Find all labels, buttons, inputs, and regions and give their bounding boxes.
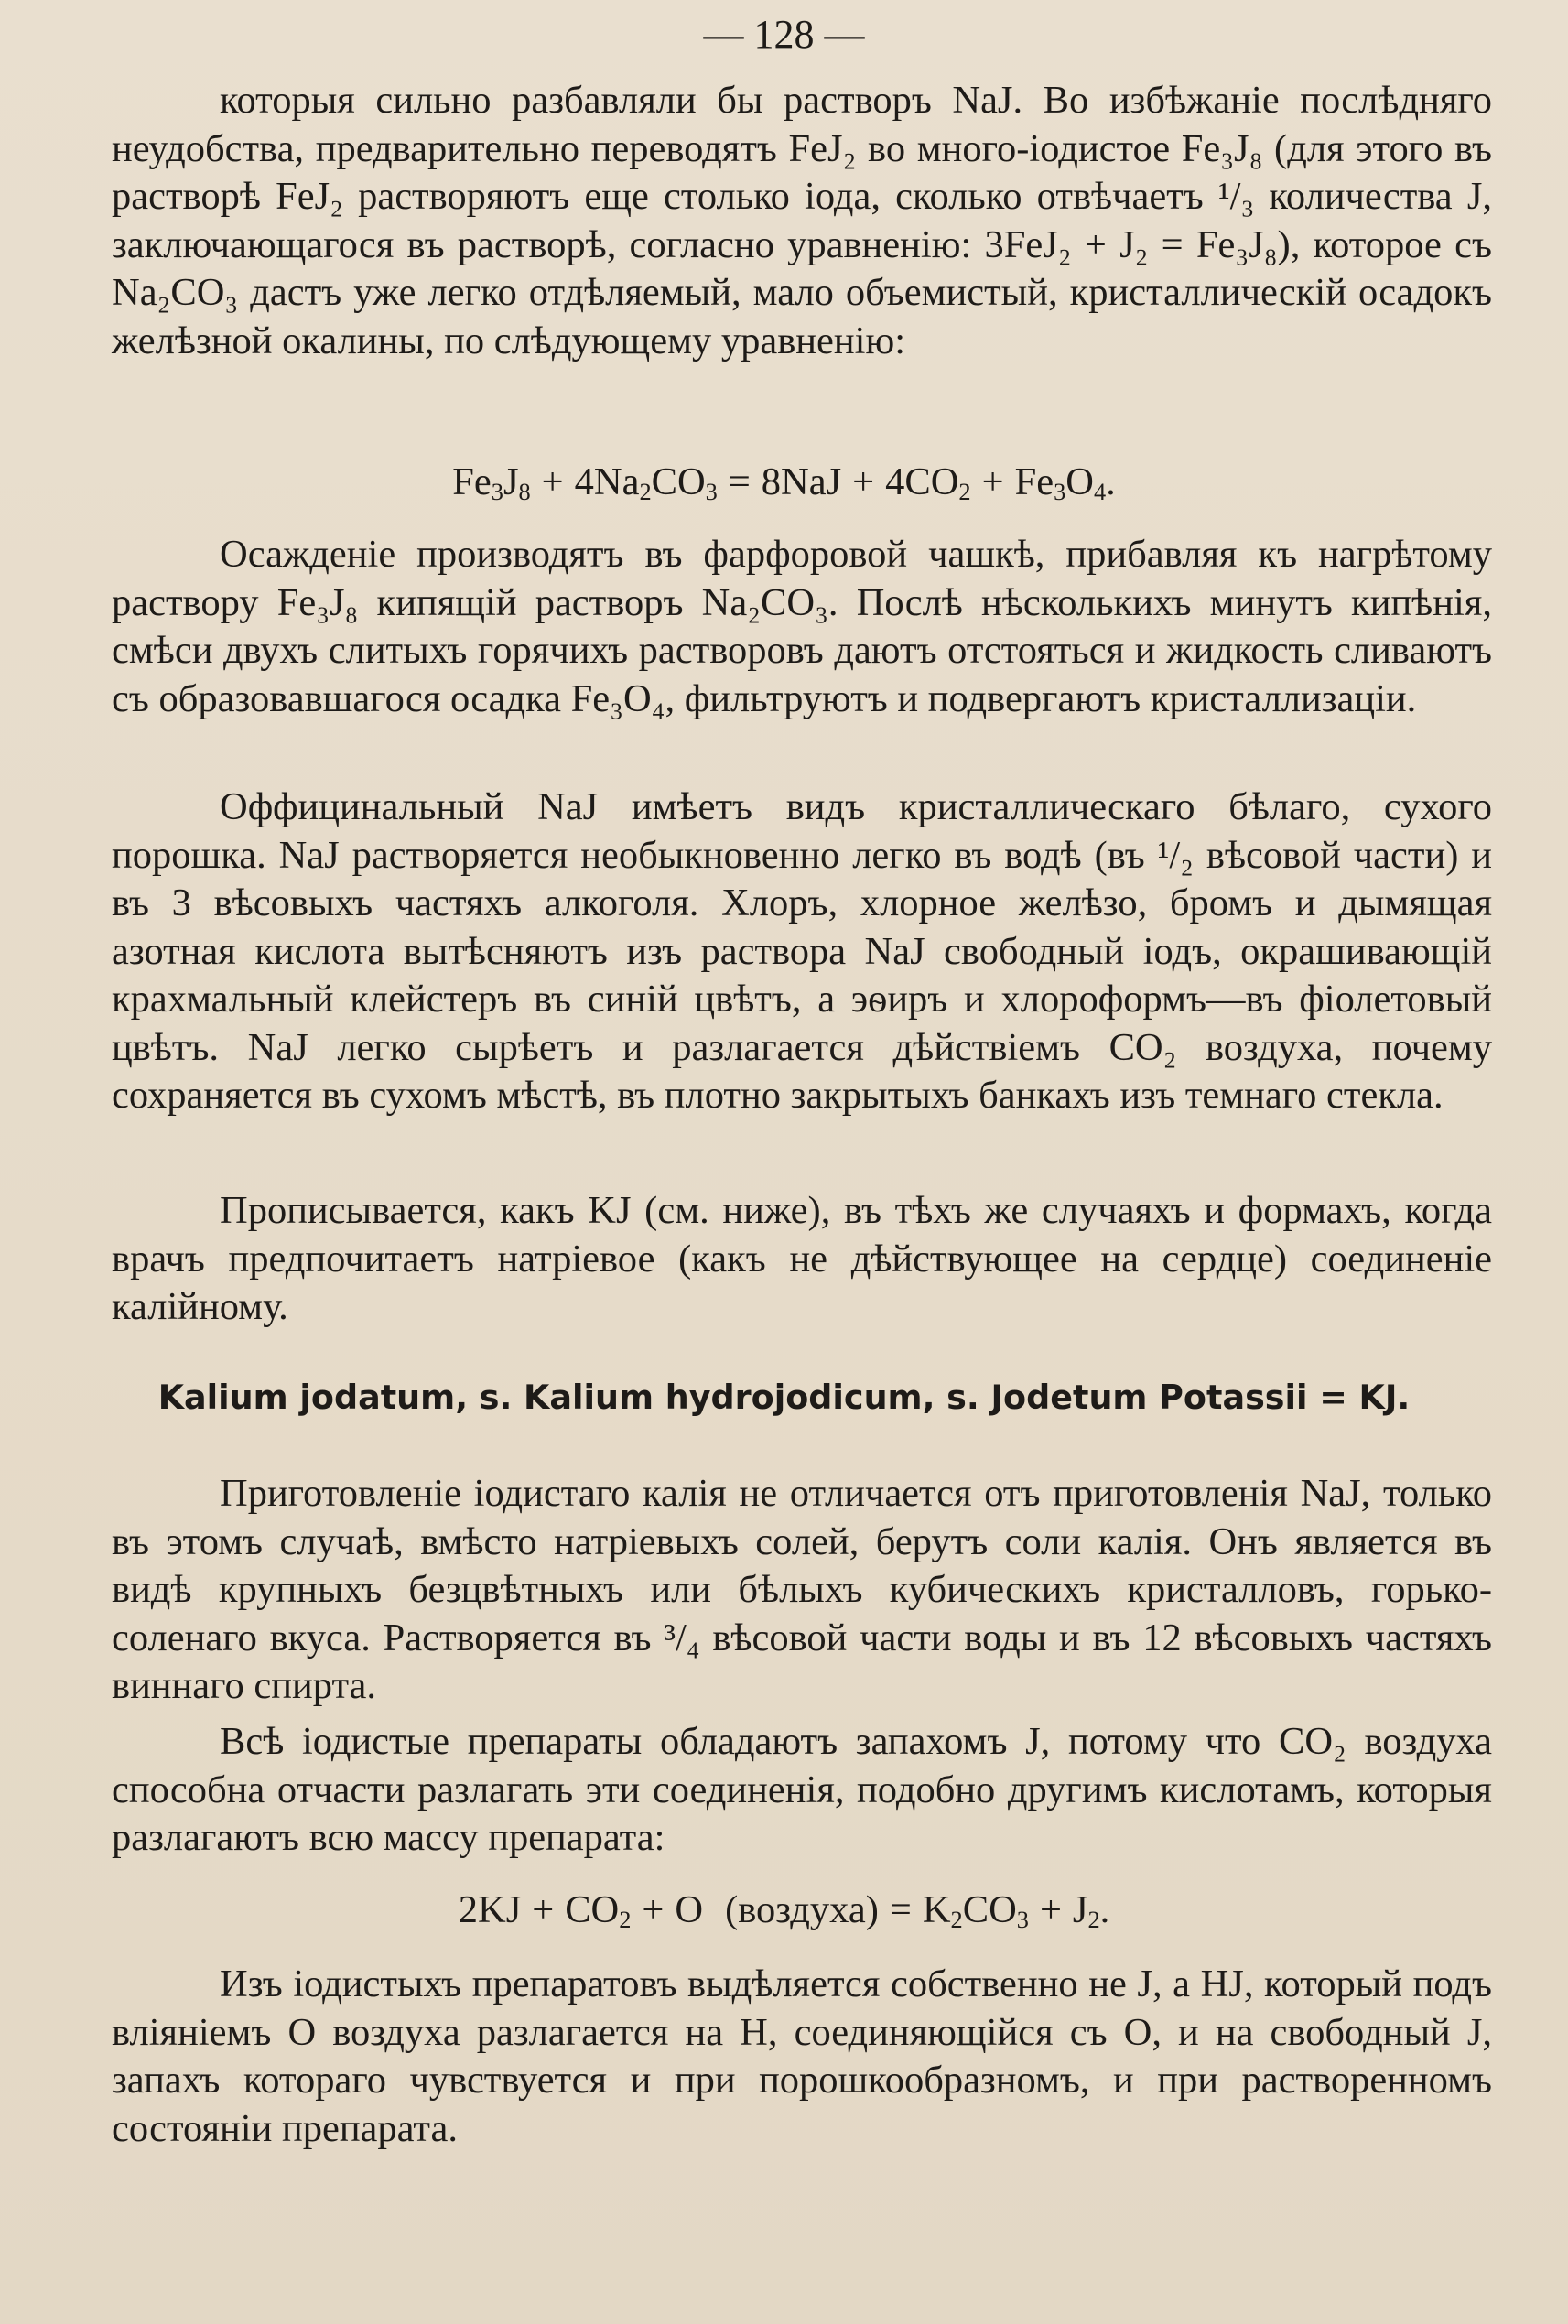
page-number: — 128 — (703, 12, 865, 57)
paragraph-6: Всѣ іодистые препараты обладаютъ запахомъ J, потому что CO₂ воздуха способна отчасти разлагать эти соединенія, подобно другимъ кислотамъ, которыя разлагаютъ всю массу препарата: (112, 1720, 1492, 1859)
paragraph-3: Оффицинальный NaJ имѣетъ видъ кристаллическаго бѣлаго, сухого порошка. NaJ растворяется необыкновенно легко въ водѣ (въ ¹/₂ вѣсовой части) и въ 3 вѣсовыхъ частяхъ алкоголя. Хлоръ, хлорное желѣзо, бромъ и дымящая азотная кислота вытѣсняютъ изъ раствора NaJ свободный іодъ, окрашивающій крахмальный клейстеръ въ синій цвѣтъ, а эѳиръ и хлороформъ—въ фіолетовый цвѣтъ. NaJ легко сырѣетъ и разлагается дѣйствіемъ CO₂ воздуха, почему сохраняется въ сухомъ мѣстѣ, въ плотно закрытыхъ банкахъ изъ темнаго стекла. (112, 785, 1492, 1117)
equation-fe3j8-na2co3: $Fe_3J_8 + 4Na_2CO_3 = 8NaJ + 4CO_2 + Fe_3O_4$. (452, 460, 1116, 505)
paragraph-2: Осажденіе производятъ въ фарфоровой чашкѣ, прибавляя къ нагрѣтому раствору Fe₃J₈ кипящій растворъ Na₂CO₃. Послѣ нѣсколькихъ минутъ кипѣнія, смѣси двухъ слитыхъ горячихъ растворовъ даютъ отстояться и жидкость сливаютъ съ образовавшагося осадка Fe₃O₄, фильтруютъ и подвергаютъ кристаллизаціи. (112, 533, 1492, 720)
section-heading-kalium-jodatum: Kalium jodatum, s. Kalium hydrojodicum, s. Jodetum Potassii = KJ. (157, 1378, 1411, 1417)
paragraph-4: Прописывается, какъ KJ (см. ниже), въ тѣхъ же случаяхъ и формахъ, когда врачъ предпочитаетъ натріевое (какъ не дѣйствующее на сердце) соединеніе калійному. (112, 1189, 1492, 1328)
paragraph-1: которыя сильно разбавляли бы растворъ NaJ. Во избѣжаніе послѣдняго неудобства, предварительно переводятъ FeJ₂ во много-іодистое Fe₃J₈ (для этого въ растворѣ FeJ₂ растворяютъ еще столько іода, сколько отвѣчаетъ ¹/₃ количества J, заключающагося въ растворѣ, согласно уравненію: 3FeJ₂ + J₂ = Fe₃J₈), которое съ Na₂CO₃ дастъ уже легко отдѣляемый, мало объемистый, кристаллическій осадокъ желѣзной окалины, по слѣдующему уравненію: (112, 79, 1492, 362)
paragraph-5: Приготовленіе іодистаго калія не отличается отъ приготовленія NaJ, только въ этомъ случаѣ, вмѣсто натріевыхъ солей, берутъ соли калія. Онъ является въ видѣ крупныхъ безцвѣтныхъ или бѣлыхъ кубическихъ кристалловъ, горько-соленаго вкуса. Растворяется въ ³/₄ вѣсовой части воды и въ 12 вѣсовыхъ частяхъ виннаго спирта. (112, 1472, 1492, 1707)
equation-kj-co2: $2KJ + CO_2 + O$ (воздуха) = $K_2CO_3 + J_2$. (458, 1888, 1110, 1933)
paragraph-7: Изъ іодистыхъ препаратовъ выдѣляется собственно не J, а HJ, который подъ вліяніемъ O воздуха разлагается на H, соединяющійся съ O, и на свободный J, запахъ котораго чувствуется и при порошкообразномъ, и при растворенномъ состояніи препарата. (112, 1962, 1492, 2150)
